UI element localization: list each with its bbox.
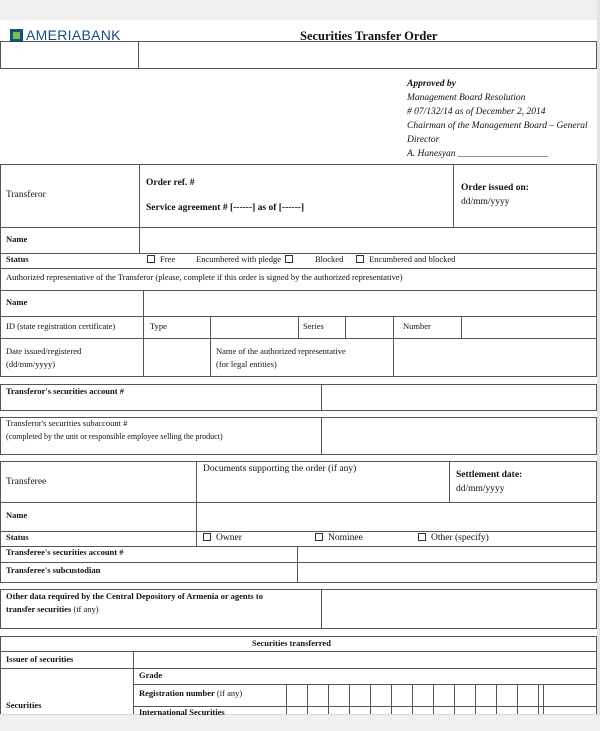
approval-line-3: Chairman of the Management Board – General [407,121,588,131]
status-other[interactable]: Other (specify) [418,533,489,544]
transferee-subcustodian-label: Transferee's subcustodian [6,565,101,575]
type-label: Type [150,321,167,331]
viewer-top-bar [0,0,600,21]
order-issued-label: Order issued on: [461,183,529,193]
status-option-encumbered[interactable]: Encumbered with pledge [196,255,293,265]
securities-label: Securities [6,700,42,710]
approved-by-heading: Approved by [407,79,456,89]
registration-label: Registration number (if any) [139,688,243,698]
transferee-label: Transferee [6,477,47,487]
id-label: ID (state registration certificate) [6,321,116,331]
viewer-bottom-bar [0,714,600,731]
approval-line-1: Management Board Resolution [407,93,526,103]
transferee-status-label: Status [6,532,29,542]
transferee-name-label: Name [6,510,28,520]
status-option-blocked[interactable]: Blocked [315,254,344,264]
order-ref-label: Order ref. # [146,178,195,188]
legal-name-label-2: (for legal entities) [216,359,277,369]
other-data-label-2: transfer securities (if any) [6,604,99,614]
date-issued-format: (dd/mm/yyyy) [6,359,56,369]
issuer-label: Issuer of securities [6,654,74,664]
other-data-label-1: Other data required by the Central Depository of Armenia or agents to [6,591,263,601]
bank-logo-icon [10,29,23,42]
grade-label: Grade [139,670,163,680]
international-label: International Securities [139,707,225,717]
service-agreement-label: Service agreement # [------] as of [------] [146,203,305,213]
checkbox-icon [147,255,155,263]
ameriabank-logo [10,27,121,43]
checkbox-icon [285,255,293,263]
authorized-name-label: Name [6,297,28,307]
logo-text: AMERIABANK [26,27,121,43]
transferee-name-field[interactable] [197,503,596,531]
authorized-heading: Authorized representative of the Transferor (please, complete if this order is signed by the authorized representative) [6,272,403,282]
order-issued-date[interactable]: dd/mm/yyyy [461,197,510,207]
series-label: Series [303,321,324,331]
status-option-encumbered-blocked[interactable]: Encumbered and blocked [356,255,455,265]
page-title: Securities Transfer Order [300,29,438,43]
date-issued-label: Date issued/registered [6,346,82,356]
transferor-name-label: Name [6,234,28,244]
subaccount-label: Transferor's securities subaccount # [6,418,128,428]
checkbox-icon [356,255,364,263]
legal-name-label-1: Name of the authorized representative [216,346,346,356]
settlement-date-value[interactable]: dd/mm/yyyy [456,484,505,494]
approval-line-2: # 07/132/14 as of December 2, 2014 [407,107,546,117]
status-option-free[interactable]: Free [147,255,175,265]
number-label: Number [403,321,431,331]
checkbox-icon [418,533,426,541]
securities-heading: Securities transferred [252,638,331,648]
transferor-status-label: Status [6,254,29,264]
checkbox-icon [203,533,211,541]
transferor-name-field[interactable] [140,228,596,253]
transferor-account-label: Transferor's securities account # [6,386,124,396]
checkbox-icon [315,533,323,541]
status-nominee[interactable]: Nominee [315,533,363,544]
transferee-account-label: Transferee's securities account # [6,547,124,557]
approval-line-5: A. Hanesyan ___________________ [407,149,549,159]
approval-line-4: Director [407,135,440,145]
transferor-label: Transferor [6,190,46,200]
subaccount-note: (completed by the unit or responsible employee selling the product) [6,432,223,441]
status-owner[interactable]: Owner [203,533,242,544]
documents-supporting-label: Documents supporting the order (if any) [203,464,357,474]
settlement-date-label: Settlement date: [456,470,523,480]
